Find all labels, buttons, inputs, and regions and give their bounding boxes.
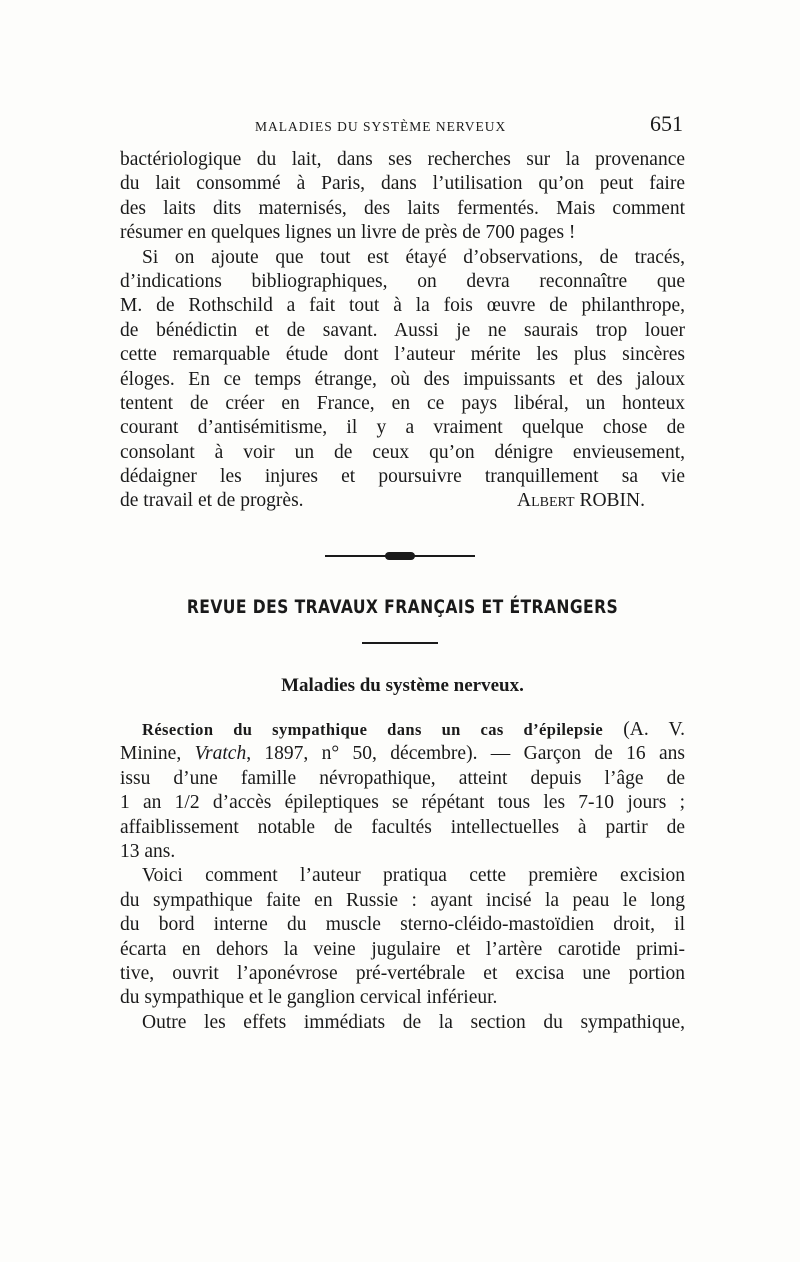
text-line: tentent de créer en France, en ce pays libéral, un honteux <box>120 392 685 414</box>
text-line: de bénédictin et de savant. Aussi je ne saurais trop louer <box>120 319 685 341</box>
text-line: des laits dits maternisés, des laits fermentés. Mais comment <box>120 197 685 219</box>
article-title-line <box>120 718 685 742</box>
heading-rule <box>362 642 438 644</box>
text-line: courant d’antisémitisme, il y a vraiment quelque chose de <box>120 417 685 439</box>
section-divider-ornament <box>325 552 475 560</box>
text-line: Si on ajoute que tout est étayé d’observations, de tracés, <box>142 246 685 268</box>
text-line: du sympathique et le ganglion cervical inférieur. <box>120 987 498 1009</box>
journal-name: Vratch <box>194 743 247 765</box>
article-title: Résection du sympathique dans un cas d’épilepsie <box>142 720 604 739</box>
citation-details: , 1897, n° 50, décembre). — Garçon de 16 ans <box>246 743 685 765</box>
text-line: Voici comment l’auteur pratiqua cette première excision <box>142 865 685 887</box>
text-line: résumer en quelques lignes un livre de près de 700 pages ! <box>120 222 576 244</box>
text-line: 13 ans. <box>120 840 176 862</box>
text-line: cette remarquable étude dont l’auteur mérite les plus sincères <box>120 344 685 366</box>
text-line: affaiblissement notable de facultés intellectuelles à partir de <box>120 816 685 838</box>
text-line: bactériologique du lait, dans ses recherches sur la provenance <box>120 149 685 170</box>
text-line: du bord interne du muscle sterno-cléido-mastoïdien droit, il <box>120 914 685 936</box>
article-body <box>120 718 685 1035</box>
text-line: tive, ouvrit l’aponévrose pré-vertébrale et excisa une portion <box>120 962 685 984</box>
section-heading: REVUE DES TRAVAUX FRANÇAIS ET ÉTRANGERS <box>186 596 619 618</box>
text-line: consolant à voir un de ceux qu’on dénigre envieusement, <box>120 441 685 463</box>
text-line: dédaigner les injures et poursuivre tranquillement sa vie <box>120 466 685 488</box>
running-head <box>120 113 685 143</box>
closing-line <box>120 489 685 513</box>
text-line: 1 an 1/2 d’accès épileptiques se répétant tous les 7-10 jours ; <box>120 792 685 814</box>
intro-paragraph <box>120 148 685 514</box>
text-line: du lait consommé à Paris, dans l’utilisation qu’on peut faire <box>120 173 685 195</box>
article-author-initials: (A. V. <box>603 719 685 740</box>
text-line: Outre les effets immédiats de la section du sympathique, <box>142 1011 685 1033</box>
text-line: éloges. En ce temps étrange, où des impuissants et des jaloux <box>120 368 685 390</box>
article-author: Minine, <box>120 743 195 765</box>
text-line: M. de Rothschild a fait tout à la fois œuvre de philanthrope, <box>120 295 685 317</box>
running-head-title: MALADIES DU SYSTÈME NERVEUX <box>255 119 507 134</box>
closing-text: de travail et de progrès. <box>120 490 304 512</box>
text-line: écarta en dehors la veine jugulaire et l’artère carotide primi- <box>120 938 685 960</box>
page-number: 651 <box>650 111 683 136</box>
article-citation-line <box>120 742 685 766</box>
text-line: du sympathique faite en Russie : ayant incisé la peau le long <box>120 889 685 911</box>
subsection-heading: Maladies du système nerveux. <box>281 675 524 696</box>
text-line: d’indications bibliographiques, on devra reconnaître que <box>120 270 685 292</box>
author-signature: Albert ROBIN. <box>517 490 645 512</box>
text-line: issu d’une famille névropathique, atteint depuis l’âge de <box>120 767 685 789</box>
